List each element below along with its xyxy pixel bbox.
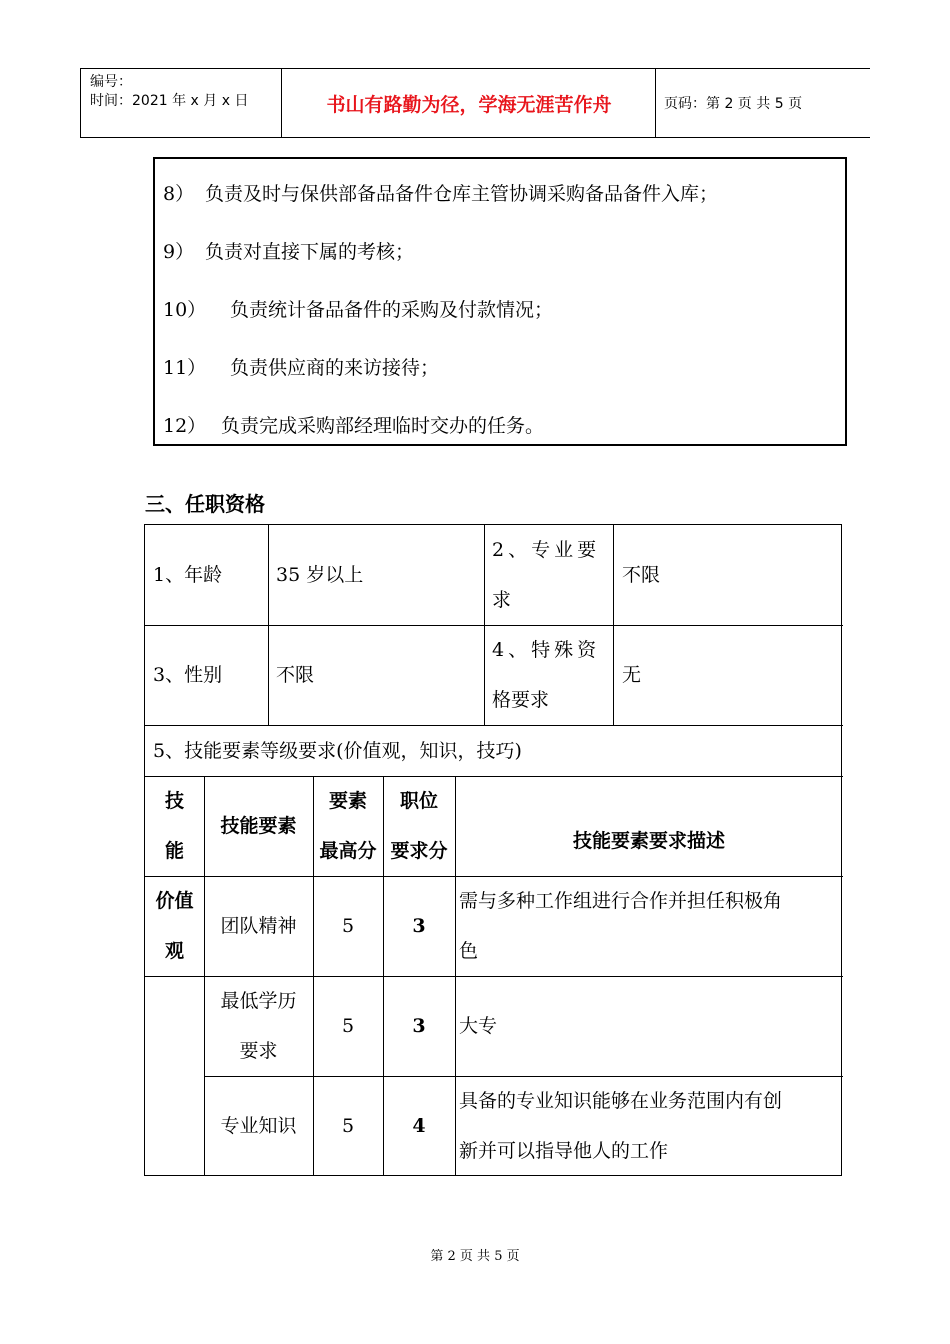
element-name: 最低学历 要求: [220, 990, 297, 1062]
category-values: 价值 观: [155, 890, 194, 962]
duty-item: 9） 负责对直接下属的考核；: [163, 241, 415, 263]
serial-label: 编号：: [90, 74, 132, 90]
element-description: 大专: [459, 1015, 498, 1037]
head-element: 技能要素: [220, 815, 297, 837]
head-max-score: 要素 最高分: [319, 790, 377, 862]
duties-box: [153, 157, 847, 446]
element-name: 专业知识: [220, 1115, 297, 1137]
special-value: 无: [622, 664, 642, 686]
required-score: 3: [412, 1015, 426, 1037]
gender-label: 3、性别: [153, 664, 223, 686]
gender-value: 不限: [276, 664, 315, 686]
section-title: 三、任职资格: [145, 492, 265, 516]
header-meta: [90, 73, 248, 111]
duty-item: 8） 负责及时与保供部备品备件仓库主管协调采购备品备件入库；: [163, 183, 719, 205]
element-description: 需与多种工作组进行合作并担任积极角 色: [459, 890, 783, 962]
max-score: 5: [341, 1015, 355, 1037]
qualification-table: [144, 524, 842, 1176]
age-value: 35 岁以上: [276, 564, 364, 586]
element-description: 具备的专业知识能够在业务范围内有创 新并可以指导他人的工作: [459, 1090, 783, 1162]
max-score: 5: [341, 915, 355, 937]
header-page-label: 页码：第 2 页 共 5 页: [664, 96, 803, 112]
page-header: [80, 68, 870, 138]
max-score: 5: [341, 1115, 355, 1137]
duty-item: 12） 负责完成采购部经理临时交办的任务。: [163, 415, 545, 437]
age-label: 1、年龄: [153, 564, 223, 586]
page-footer: 第 2 页 共 5 页: [430, 1249, 520, 1264]
major-label: 2、专业要 求: [492, 539, 601, 611]
duty-item: 11） 负责供应商的来访接待；: [163, 357, 440, 379]
skills-title: 5、技能要素等级要求(价值观，知识，技巧): [153, 739, 522, 762]
duty-item: 10） 负责统计备品备件的采购及付款情况；: [163, 299, 554, 321]
header-motto: 书山有路勤为径，学海无涯苦作舟: [326, 93, 612, 116]
head-description: 技能要素要求描述: [572, 830, 725, 852]
major-value: 不限: [622, 564, 661, 586]
element-name: 团队精神: [220, 915, 297, 937]
required-score: 4: [412, 1115, 426, 1137]
required-score: 3: [412, 915, 426, 937]
head-required-score: 职位 要求分: [390, 790, 448, 862]
head-skill: 技 能: [164, 790, 184, 862]
special-label: 4、特殊资 格要求: [492, 639, 601, 711]
time-label: 时间：2021 年 x 月 x 日: [90, 93, 249, 109]
